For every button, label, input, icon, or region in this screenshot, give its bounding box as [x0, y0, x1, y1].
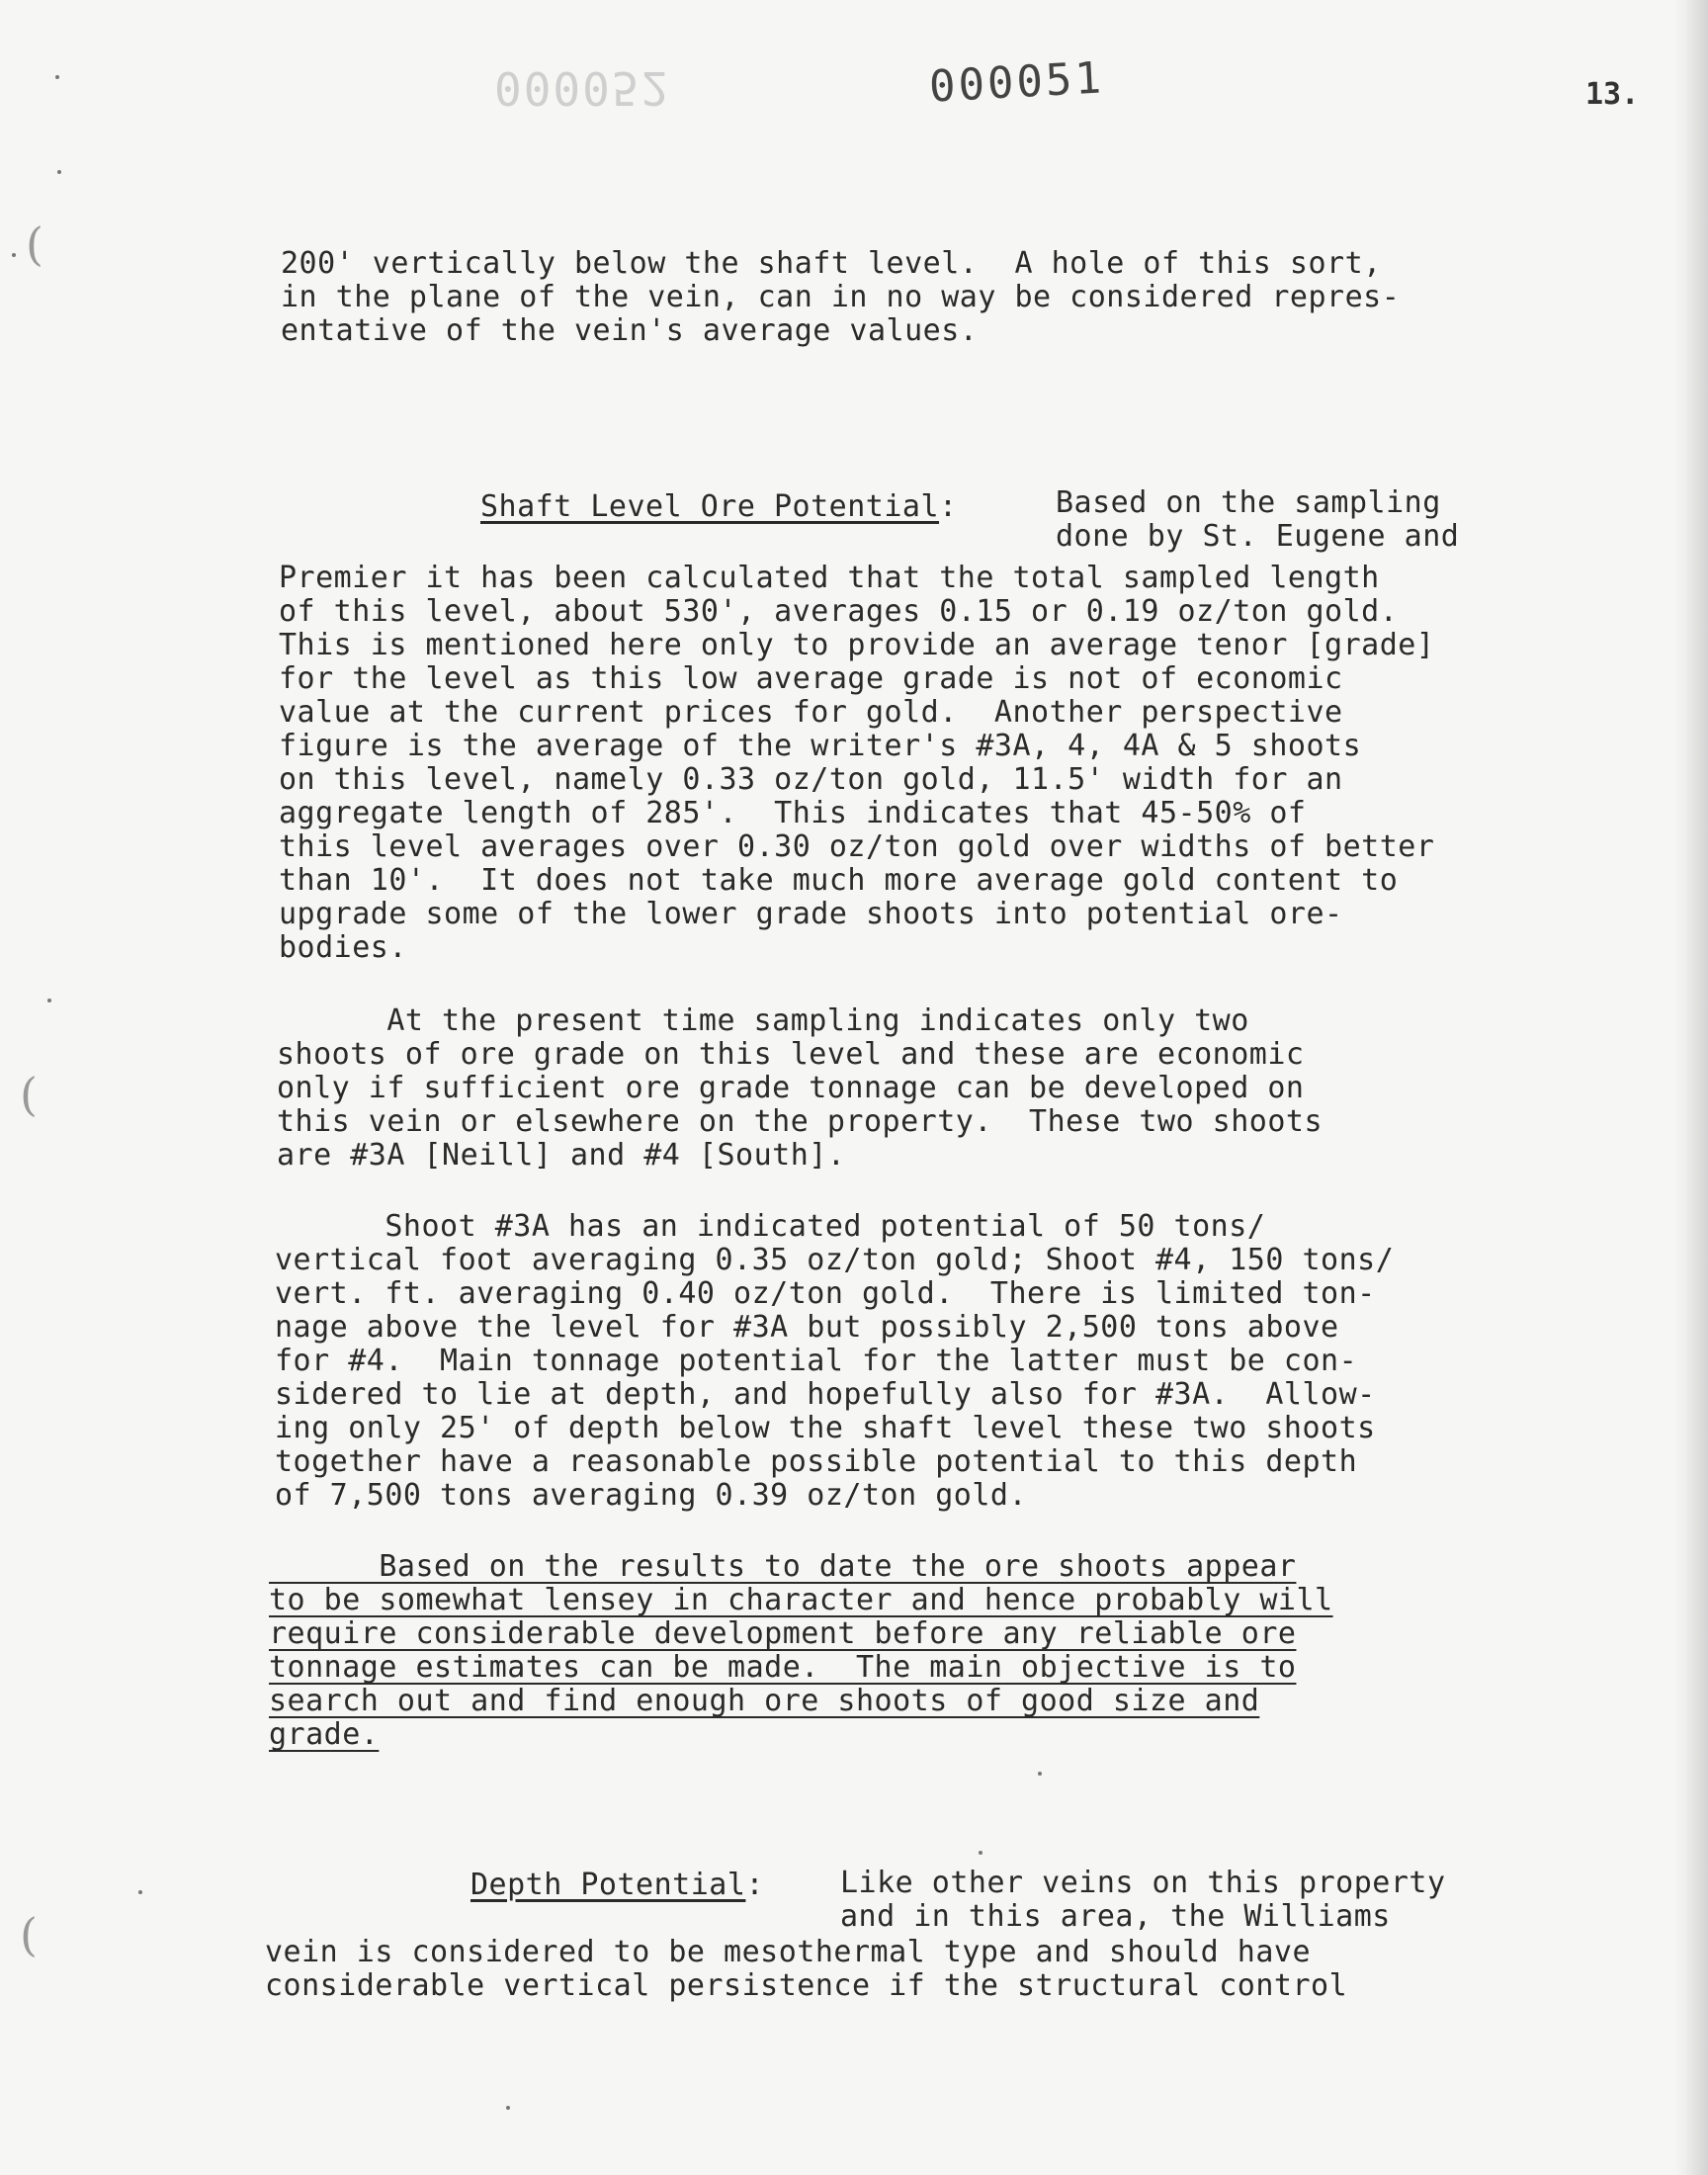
- text-line: aggregate length of 285'. This indicates that 45-50% of: [279, 796, 1307, 830]
- section-heading: [480, 490, 958, 524]
- depth-potential-heading: Depth Potential: [470, 1868, 746, 1902]
- margin-mark: (: [20, 1068, 38, 1121]
- text-line: value at the current prices for gold. Another perspective: [279, 695, 1343, 730]
- shaft-level-heading: Shaft Level Ore Potential: [480, 489, 940, 524]
- text-line: vert. ft. averaging 0.40 oz/ton gold. There is limited ton-: [275, 1276, 1376, 1311]
- text-line: vein is considered to be mesothermal type and should have: [265, 1935, 1312, 1969]
- text-line: in the plane of the vein, can in no way be considered repres-: [281, 280, 1401, 314]
- text-line: Premier it has been calculated that the total sampled length: [279, 561, 1380, 595]
- underlined-line: Based on the results to date the ore shoots appear: [269, 1549, 1297, 1584]
- document-stamp-number: 000051: [927, 52, 1106, 113]
- scan-speck: [55, 75, 59, 79]
- text-line: are #3A [Neill] and #4 [South].: [277, 1138, 846, 1173]
- underlined-line: search out and find enough ore shoots of good size and: [269, 1684, 1260, 1718]
- text-line: bodies.: [279, 930, 407, 965]
- text-line: At the present time sampling indicates only two: [277, 1003, 1249, 1038]
- text-line: nage above the level for #3A but possibly 2,500 tons above: [275, 1310, 1339, 1345]
- page-edge-shadow: [1674, 0, 1708, 2175]
- text-line: ing only 25' of depth below the shaft level these two shoots: [275, 1411, 1376, 1445]
- section-heading: [470, 1869, 764, 1902]
- text-line: This is mentioned here only to provide an average tenor [grade]: [279, 628, 1435, 662]
- text-line: 200' vertically below the shaft level. A hole of this sort,: [281, 246, 1382, 281]
- heading-colon: :: [745, 1868, 764, 1902]
- underlined-line: grade.: [269, 1717, 380, 1752]
- underlined-line: tonnage estimates can be made. The main objective is to: [269, 1650, 1297, 1685]
- text-line: Like other veins on this property: [840, 1866, 1446, 1900]
- scan-speck: [979, 1851, 982, 1855]
- text-line: sidered to lie at depth, and hopefully also for #3A. Allow-: [275, 1377, 1376, 1412]
- margin-mark: (: [20, 1908, 38, 1961]
- text-line: of 7,500 tons averaging 0.39 oz/ton gold.: [275, 1478, 1028, 1513]
- text-line: this vein or elsewhere on the property. These two shoots: [277, 1104, 1324, 1139]
- scan-speck: [138, 1890, 142, 1894]
- scan-speck: [1038, 1772, 1042, 1776]
- bleed-through-stamp: 000052: [494, 61, 671, 115]
- text-line: Shoot #3A has an indicated potential of 50 tons/: [275, 1209, 1266, 1244]
- scan-speck: [12, 253, 16, 257]
- text-line: done by St. Eugene and: [1056, 519, 1460, 554]
- scan-speck: [506, 2106, 510, 2110]
- text-line: together have a reasonable possible potential to this depth: [275, 1444, 1358, 1479]
- margin-mark: (: [26, 218, 43, 271]
- scan-speck: [57, 170, 61, 174]
- text-line: and in this area, the Williams: [840, 1899, 1391, 1934]
- text-line: this level averages over 0.30 oz/ton gold over widths of better: [279, 829, 1435, 864]
- text-line: upgrade some of the lower grade shoots into potential ore-: [279, 897, 1343, 931]
- heading-colon: :: [939, 489, 958, 524]
- text-line: considerable vertical persistence if the structural control: [265, 1968, 1348, 2003]
- text-line: for #4. Main tonnage potential for the latter must be con-: [275, 1344, 1358, 1378]
- page-number: 13.: [1585, 77, 1640, 112]
- text-line: shoots of ore grade on this level and these are economic: [277, 1037, 1305, 1072]
- text-line: entative of the vein's average values.: [281, 313, 979, 348]
- text-line: figure is the average of the writer's #3A, 4, 4A & 5 shoots: [279, 729, 1362, 763]
- text-line: for the level as this low average grade is not of economic: [279, 661, 1343, 696]
- text-line: only if sufficient ore grade tonnage can be developed on: [277, 1071, 1305, 1105]
- underlined-line: to be somewhat lensey in character and hence probably will: [269, 1583, 1333, 1617]
- scan-speck: [47, 999, 51, 1002]
- text-line: of this level, about 530', averages 0.15 or 0.19 oz/ton gold.: [279, 594, 1399, 629]
- text-line: than 10'. It does not take much more average gold content to: [279, 863, 1399, 898]
- underlined-line: require considerable development before any reliable ore: [269, 1616, 1297, 1651]
- text-line: vertical foot averaging 0.35 oz/ton gold; Shoot #4, 150 tons/: [275, 1243, 1395, 1277]
- text-line: on this level, namely 0.33 oz/ton gold, 11.5' width for an: [279, 762, 1343, 797]
- text-line: Based on the sampling: [1056, 485, 1441, 520]
